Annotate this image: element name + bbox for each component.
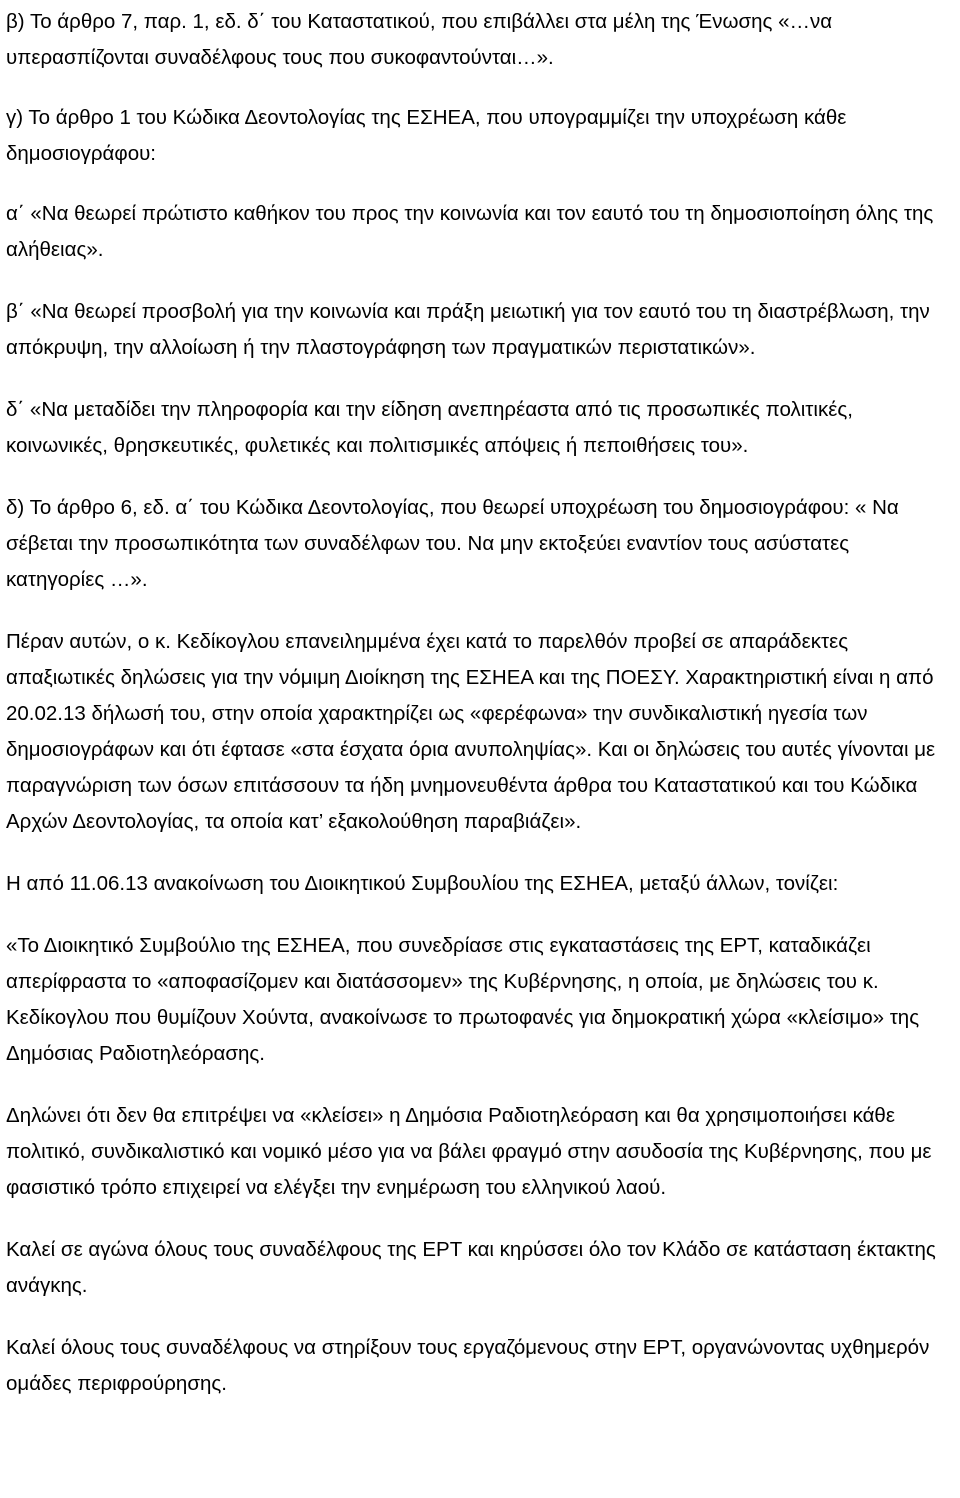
paragraph-clause-b: β΄ «Να θεωρεί προσβολή για την κοινωνία και πράξη μειωτική για τον εαυτό του τη διαστρέβλωση, την απόκρυψη, την αλλοίωση ή την πλαστογράφηση των πραγματικών περιστατικών». xyxy=(6,300,930,359)
paragraph-clause-d: δ΄ «Να μεταδίδει την πληροφορία και την είδηση ανεπηρέαστα από τις προσωπικές πολιτικές, κοινωνικές, θρησκευτικές, φυλετικές και πολιτισμικές απόψεις ή πεποιθήσεις του». xyxy=(6,398,853,457)
paragraph-call-to-support: Καλεί όλους τους συναδέλφους να στηρίξουν τους εργαζόμενους στην ΕΡΤ, οργανώνοντας υχθημερόν ομάδες περιφρούρησης. xyxy=(6,1336,930,1395)
paragraph-clause-a: α΄ «Να θεωρεί πρώτιστο καθήκον του προς την κοινωνία και τον εαυτό του τη δημοσιοποίηση όλης της αλήθειας». xyxy=(6,202,934,261)
paragraph-call-to-struggle: Καλεί σε αγώνα όλους τους συναδέλφους της ΕΡΤ και κηρύσσει όλο τον Κλάδο σε κατάσταση έκτακτης ανάγκης. xyxy=(6,1238,936,1297)
paragraph-declaration: Δηλώνει ότι δεν θα επιτρέψει να «κλείσει» η Δημόσια Ραδιοτηλεόραση και θα χρησιμοποιήσει κάθε πολιτικό, συνδικαλιστικό και νομικό μέσο για να βάλει φραγμό στην ασυδοσία της Κυβέρνησης, που με φασιστικό τρόπο επιχειρεί να ελέγξει την ενημέρωση του ελληνικού λαού. xyxy=(6,1104,932,1199)
paragraph-article-7: β) Το άρθρο 7, παρ. 1, εδ. δ΄ του Καταστατικού, που επιβάλλει στα μέλη της Ένωσης «…να υπερασπίζονται συναδέλφους τους που συκοφαντούνται…». xyxy=(6,10,833,69)
paragraph-board-condemnation: «Το Διοικητικό Συμβούλιο της ΕΣΗΕΑ, που συνεδρίασε στις εγκαταστάσεις της ΕΡΤ, καταδικάζει απερίφραστα το «αποφασίζομεν και διατάσσομεν» της Κυβέρνησης, η οποία, με δηλώσεις του κ. Κεδίκογλου που θυμίζουν Χούντα, ανακοίνωσε το πρωτοφανές για δημοκρατική χώρα «κλείσιμο» της Δημόσιας Ραδιοτηλεόρασης. xyxy=(6,934,920,1065)
paragraph-board-announcement-intro: Η από 11.06.13 ανακοίνωση του Διοικητικού Συμβουλίου της ΕΣΗΕΑ, μεταξύ άλλων, τονίζει: xyxy=(6,872,839,895)
paragraph-article-6-code: δ) Το άρθρο 6, εδ. α΄ του Κώδικα Δεοντολογίας, που θεωρεί υποχρέωση του δημοσιογράφου: « Να σέβεται την προσωπικότητα των συναδέλφων του. Να μην εκτοξεύει εναντίον τους ασύστατες κατηγορίες …». xyxy=(6,496,899,591)
paragraph-article-1-code: γ) Το άρθρο 1 του Κώδικα Δεοντολογίας της ΕΣΗΕΑ, που υπογραμμίζει την υποχρέωση κάθε δημοσιογράφου: xyxy=(6,106,847,165)
paragraph-kedikoglou-statements: Πέραν αυτών, ο κ. Κεδίκογλου επανειλημμένα έχει κατά το παρελθόν προβεί σε απαράδεκτες απαξιωτικές δηλώσεις για την νόμιμη Διοίκηση της ΕΣΗΕΑ και της ΠΟΕΣΥ. Χαρακτηριστική είναι η από 20.02.13 δήλωσή του, στην οποία χαρακτηρίζει ως «φερέφωνα» την συνδικαλιστική ηγεσία των δημοσιογράφων και ότι έφτασε «στα έσχατα όρια ανυποληψίας». Και οι δηλώσεις του αυτές γίνονται με παραγνώριση των όσων επιτάσσουν τα ήδη μνημονευθέντα άρθρα του Καταστατικού και του Κώδικα Αρχών Δεοντολογίας, τα οποία κατ’ εξακολούθηση παραβιάζει». xyxy=(6,630,936,833)
